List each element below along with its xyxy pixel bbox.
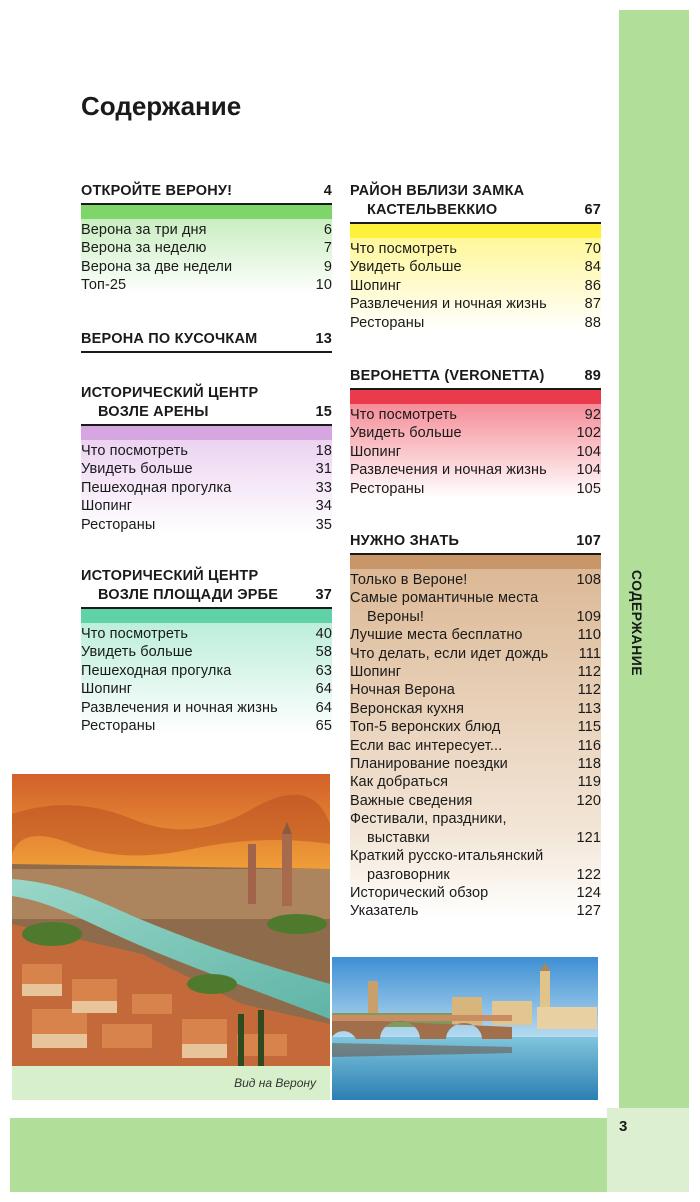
bottom-color-bar [10,1118,607,1192]
toc-entry-title: Пешеходная прогулка [81,662,232,679]
toc-entry-title: Самые романтичные места Вероны! [350,590,539,625]
side-color-bar [619,10,689,1108]
toc-entry-page: 108 [576,572,601,588]
toc-entry-page: 104 [576,443,601,460]
toc-entry-page: 64 [315,699,332,716]
page-number: 3 [619,1118,628,1135]
toc-entry-page: 115 [577,719,601,736]
toc-entry-title: Шопинг [350,443,402,460]
toc-entry-page: 112 [577,682,601,699]
section-page-number: 4 [323,183,332,199]
toc-entry[interactable] [350,718,601,736]
toc-entry[interactable] [350,571,601,589]
toc-entry-page: 64 [315,681,332,698]
toc-entry[interactable] [81,516,332,534]
toc-entry[interactable] [350,424,601,442]
toc-entry-title: Что посмотреть [350,241,457,257]
toc-entry-page: 34 [315,498,332,515]
section-entries [350,238,601,332]
toc-section-verona-po-kusochkam [81,330,332,353]
toc-entry-title: Пешеходная прогулка [81,479,232,496]
toc-entry-page: 105 [576,480,601,497]
section-page-number: 37 [315,587,332,603]
toc-entry-page: 109 [576,608,601,625]
toc-entry-title: Увидеть больше [81,644,193,661]
toc-entry-title: Только в Вероне! [350,572,468,588]
section-entries [81,440,332,534]
section-page-number: 89 [584,368,601,384]
toc-entry-title: Топ-5 веронских блюд [350,719,501,736]
toc-entry-title: Верона за неделю [81,240,207,257]
toc-entry-title: Как добраться [350,774,449,791]
photo-caption-box [12,1066,330,1100]
toc-entry-page: 10 [315,277,332,294]
toc-entry-page: 122 [576,866,601,883]
toc-entry[interactable] [81,497,332,515]
toc-entry[interactable] [350,443,601,461]
toc-entry-page: 121 [576,829,601,846]
toc-entry-title: Верона за две недели [81,258,233,275]
section-heading[interactable]: НУЖНО ЗНАТЬ 107 [350,533,601,549]
section-page-number: 13 [315,331,332,347]
section-entries [350,569,601,921]
toc-entry[interactable] [350,847,601,884]
side-section-label: СОДЕРЖАНИЕ [629,569,645,676]
toc-entry[interactable] [350,681,601,699]
toc-entry-title: Фестивали, праздники, выставки [350,811,507,846]
toc-entry-page: 6 [323,222,332,238]
section-page-number: 107 [576,533,601,549]
ponte-pietra-photo [332,957,598,1100]
toc-entry[interactable] [81,460,332,478]
toc-entry-title: Ночная Верона [350,682,455,699]
toc-entry-page: 124 [576,884,601,901]
toc-entry-page: 33 [315,479,332,496]
toc-entry[interactable] [350,737,601,755]
toc-entry-page: 110 [577,627,601,644]
section-page-number: 67 [584,202,601,218]
toc-entry-title: Шопинг [81,498,133,515]
toc-entry-title: Что делать, если идет дождь [350,645,549,662]
toc-entry-title: Если вас интересует... [350,737,503,754]
toc-entry-title: Увидеть больше [350,425,462,442]
toc-entry-title: Что посмотреть [350,407,457,423]
verona-view-photo [12,774,330,1066]
toc-entry-title: Планирование поездки [350,756,508,773]
toc-entry-page: 111 [578,645,601,662]
toc-entry-title: Развлечения и ночная жизнь [350,296,547,313]
toc-entry-page: 120 [576,792,601,809]
toc-entry-page: 65 [315,718,332,735]
toc-entry[interactable] [81,258,332,276]
page-title: Содержание [81,91,242,121]
toc-section-centr-erbe [81,567,332,735]
toc-section-castelvecchio [350,182,601,332]
toc-entry-title: Верона за три дня [81,222,207,238]
toc-section-nuzhno-znat [350,532,601,921]
toc-entry[interactable] [81,680,332,698]
toc-entry-title: Рестораны [350,314,425,331]
photo-caption: Вид на Верону [234,1076,316,1090]
toc-entry-title: Рестораны [81,718,156,735]
toc-entry[interactable] [81,442,332,460]
toc-entry[interactable] [350,626,601,644]
toc-entry-page: 58 [315,644,332,661]
toc-entry[interactable] [350,277,601,295]
toc-entry-page: 112 [577,664,601,681]
toc-entry[interactable] [81,625,332,643]
toc-entry-title: Краткий русско-итальянский разговорник [350,848,544,883]
toc-entry-page: 127 [576,903,601,920]
toc-section-centr-arena [81,384,332,534]
toc-entry-title: Что посмотреть [81,626,188,642]
toc-entry-title: Развлечения и ночная жизнь [81,699,278,716]
toc-entry[interactable] [81,479,332,497]
toc-entry-title: Веронская кухня [350,700,465,717]
toc-entry[interactable] [350,663,601,681]
toc-entry-page: 63 [315,662,332,679]
toc-entry-page: 7 [323,240,332,257]
section-heading[interactable]: ВЕРОНЕТТА (VERONETTA) 89 [350,368,601,384]
toc-entry-title: Рестораны [81,516,156,533]
section-heading[interactable]: РАЙОН ВБЛИЗИ ЗАМКА КАСТЕЛЬВЕККИО 67 [350,183,601,218]
toc-entry[interactable] [350,295,601,313]
toc-section-otkroyte-veronu [81,182,332,295]
toc-entry-page: 84 [584,259,601,276]
section-rule [81,351,332,353]
toc-entry[interactable] [81,221,332,239]
toc-entry[interactable] [350,700,601,718]
toc-entry[interactable] [81,276,332,294]
toc-entry[interactable] [350,810,601,847]
toc-entry[interactable] [350,645,601,663]
toc-entry-title: Рестораны [350,480,425,497]
toc-entry-page: 40 [315,626,332,642]
toc-entry-page: 70 [584,241,601,257]
toc-entry-title: Развлечения и ночная жизнь [350,462,547,479]
toc-entry-title: Важные сведения [350,792,473,809]
toc-entry[interactable] [350,902,601,920]
toc-entry[interactable] [350,480,601,498]
section-entries [350,404,601,498]
toc-entry-title: Шопинг [350,664,402,681]
toc-entry[interactable] [350,314,601,332]
bridge-illustration [332,957,598,1100]
toc-entry-page: 104 [576,462,601,479]
toc-entry-title: Шопинг [81,681,133,698]
toc-entry[interactable] [350,884,601,902]
toc-entry-title: Исторический обзор [350,884,489,901]
toc-entry-page: 35 [315,516,332,533]
toc-entry[interactable] [81,699,332,717]
toc-entry-page: 118 [577,756,601,773]
toc-entry[interactable] [350,589,601,626]
section-entries [81,219,332,295]
toc-entry-title: Указатель [350,903,419,920]
toc-entry-page: 116 [577,737,601,754]
toc-entry-title: Увидеть больше [81,461,193,478]
toc-entry[interactable] [350,755,601,773]
verona-view-illustration [12,774,330,1066]
toc-entry-title: Увидеть больше [350,259,462,276]
section-entries [81,623,332,735]
section-heading[interactable]: ИСТОРИЧЕСКИЙ ЦЕНТР ВОЗЛЕ АРЕНЫ 15 [81,385,332,420]
toc-entry[interactable] [81,717,332,735]
section-heading[interactable]: ОТКРОЙТЕ ВЕРОНУ! 4 [81,183,332,199]
toc-entry-page: 92 [584,407,601,423]
toc-entry-title: Лучшие места бесплатно [350,627,523,644]
toc-entry-page: 88 [584,314,601,331]
toc-entry-title: Что посмотреть [81,443,188,459]
toc-entry-page: 87 [584,296,601,313]
toc-entry-title: Шопинг [350,277,402,294]
toc-entry[interactable] [350,258,601,276]
section-page-number: 15 [315,404,332,420]
toc-entry-page: 102 [576,425,601,442]
toc-entry-page: 113 [577,700,601,717]
toc-entry[interactable] [81,643,332,661]
toc-entry[interactable] [350,773,601,791]
section-heading[interactable]: ВЕРОНА ПО КУСОЧКАМ 13 [81,331,332,347]
toc-entry[interactable] [81,239,332,257]
toc-entry[interactable] [350,406,601,424]
toc-entry-page: 86 [584,277,601,294]
toc-entry-page: 18 [315,443,332,459]
toc-entry[interactable] [81,662,332,680]
toc-entry-title: Топ-25 [81,277,127,294]
toc-entry-page: 31 [315,461,332,478]
section-heading[interactable]: ИСТОРИЧЕСКИЙ ЦЕНТР ВОЗЛЕ ПЛОЩАДИ ЭРБЕ 37 [81,568,332,603]
toc-entry[interactable] [350,240,601,258]
toc-entry[interactable] [350,461,601,479]
toc-entry[interactable] [350,792,601,810]
toc-entry-page: 9 [323,258,332,275]
toc-section-veronetta [350,367,601,498]
toc-entry-page: 119 [577,774,601,791]
